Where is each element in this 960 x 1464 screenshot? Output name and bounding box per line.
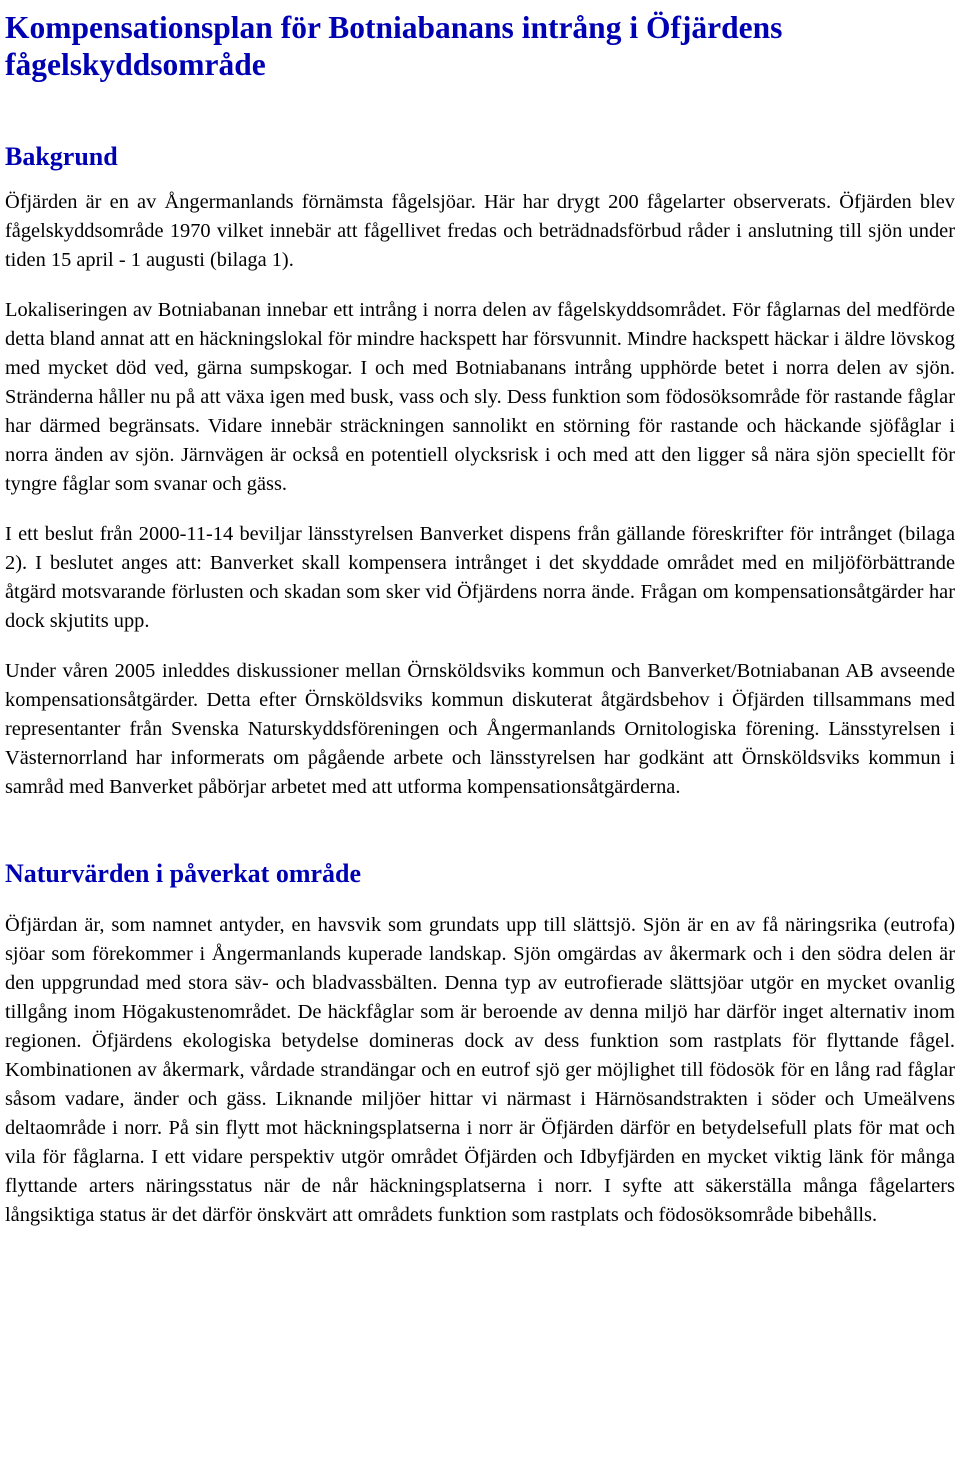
paragraph-bakgrund-2: Lokaliseringen av Botniabanan innebar ett intrång i norra delen av fågelskyddsområdet. För fåglarnas del medförde detta bland annat att en häckningslokal för mindre hackspett har försvunnit. Mindre hackspett häckar i äldre lövskog med mycket död ved, gärna sumpskogar. I och med Botniabanans intrång upphörde betet i norra delen av sjön. Stränderna håller nu på att växa igen med busk, vass och sly. Dess funktion som födosöksområde för rastande fåglar har därmed begränsats. Vidare innebär sträckningen sannolikt en störning för rastande och häckande sjöfåglar i norra änden av sjön. Järnvägen är också en potentiell olycksrisk i och med att den ligger så nära sjön speciellt för tyngre fåglar som svanar och gäss. xyxy=(5,299,955,495)
paragraph-bakgrund-3: I ett beslut från 2000-11-14 beviljar länsstyrelsen Banverket dispens från gällande föreskrifter för intrånget (bilaga 2). I beslutet anges att: Banverket skall kompensera intrånget i det skyddade området med en miljöförbättrande åtgärd motsvarande förlusten och skadan som sker vid Öfjärdens norra ände. Frågan om kompensationsåtgärder har dock skjutits upp. xyxy=(5,523,955,632)
section-heading-bakgrund: Bakgrund xyxy=(5,142,118,171)
paragraph-bakgrund-4: Under våren 2005 inleddes diskussioner mellan Örnsköldsviks kommun och Banverket/Botniabanan AB avseende kompensationsåtgärder. Detta efter Örnsköldsviks kommun diskuterat åtgärdsbehov i Öfjärden tillsammans med representanter från Svenska Naturskyddsföreningen och Ångermanlands Ornitologiska förening. Länsstyrelsen i Västernorrland har informerats om pågående arbete och länsstyrelsen har godkänt att Örnsköldsviks kommun i samråd med Banverket påbörjar arbetet med att utforma kompensationsåtgärderna. xyxy=(5,660,955,798)
document-page xyxy=(5,0,955,1230)
paragraph-bakgrund-1: Öfjärden är en av Ångermanlands förnämsta fågelsjöar. Här har drygt 200 fågelarter observerats. Öfjärden blev fågelskyddsområde 1970 vilket innebär att fågellivet fredas och beträdnadsförbud råder i anslutning till sjön under tiden 15 april - 1 augusti (bilaga 1). xyxy=(5,191,955,271)
section-heading-naturvarden: Naturvärden i påverkat område xyxy=(5,859,362,888)
document-title: Kompensationsplan för Botniabanans intrång i Öfjärdens fågelskyddsområde xyxy=(5,10,783,82)
paragraph-naturvarden-1: Öfjärdan är, som namnet antyder, en havsvik som grundats upp till slättsjö. Sjön är en av få näringsrika (eutrofa) sjöar som förekommer i Ångermanlands kuperade landskap. Sjön omgärdas av åkermark och i den södra delen är den uppgrundad med stora säv- och bladvassbälten. Denna typ av eutrofierade slättsjöar utgör en mycket ovanlig tillgång inom Högakustenområdet. De häckfåglar som är beroende av denna miljö har därför inget alternativ inom regionen. Öfjärdens ekologiska betydelse domineras dock av dess funktion som rastplats för flyttande fågel. Kombinationen av åkermark, vårdade strandängar och en eutrof sjö ger möjlighet till födosök för en lång rad fåglar såsom vadare, änder och gäss. Liknande miljöer hittar vi närmast i Härnösandstrakten i söder och Umeälvens deltaområde i norr. På sin flytt mot häckningsplatserna i norr är Öfjärden därför en betydelsefull plats för mat och vila för fåglarna. I ett vidare perspektiv utgör området Öfjärden och Idbyfjärden en mycket viktig länk för många flyttande arters näringsstatus när de når häckningsplatserna i norr. I syfte att säkerställa många fågelarters långsiktiga status är det därför önskvärt att områdets funktion som rastplats och födosöksområde bibehålls. xyxy=(5,914,955,1226)
